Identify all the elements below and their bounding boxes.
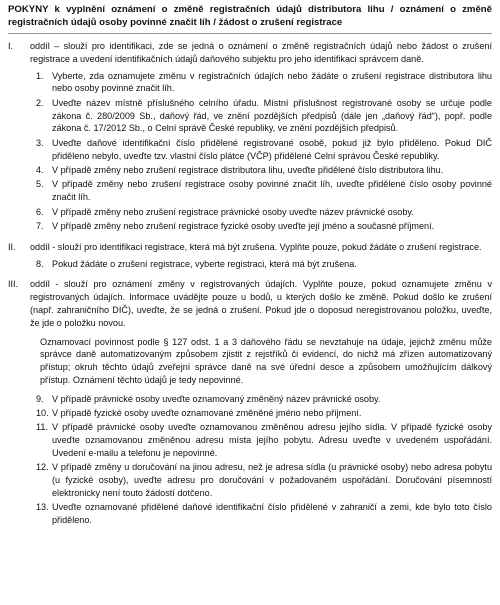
notification-duty-paragraph: Oznamovací povinnost podle § 127 odst. 1 a 3 daňového řádu se nevztahuje na údaje, jejichž změnu může správce daně automatizovaným způsobem zjistit z rejstříků či evidencí, do nichž má zřízen automatizovaný přístup; okruh těchto údajů zveřejní správce daně na své úřední desce a způsobem umožňujícím dálkový přístup. Oznámení těchto údajů je tedy nepovinné. (40, 336, 492, 385)
item-text: V případě právnické osoby uveďte oznamovaný změněný název právnické osoby. (52, 393, 381, 404)
section-roman-numeral: III. (8, 279, 19, 290)
section-intro: oddíl – slouží pro identifikaci, zde se jedná o oznámení o změně registračních údajů nebo žádost o zrušení registrace a uvedení identifikačních údajů daňového subjektu pro jeho identifikaci správcem daně. (30, 41, 492, 64)
item-number: 2. (36, 97, 44, 108)
item-text: Uveďte daňové identifikační číslo přidělené registrované osobě, pokud již bylo přiděleno. Pokud DIČ přiděleno nebylo, uveďte tzv. vlastní číslo plátce (VČP) přidělené Celní správou České republiky. (52, 137, 492, 161)
item-number: 8. (36, 258, 44, 269)
item-text: V případě změny nebo zrušení registrace právnické osoby uveďte název právnické osoby. (52, 206, 414, 217)
title-divider (8, 33, 492, 34)
item-number: 4. (36, 164, 44, 175)
document-title: POKYNY k vyplnění oznámení o změně registračních údajů distributora lihu / oznámení o změně registračních údajů osoby povinné značit líh / žádost o zrušení registrace (8, 4, 492, 28)
list-item (30, 164, 492, 177)
section-3 (8, 278, 492, 527)
section-intro: oddíl - slouží pro oznámení změny v registrovaných údajích. Vyplňte pouze, pokud oznamujete změnu v registrovaných údajích. Informace uvádějte pouze u bodů, u kterých došlo ke změně. Pokud došlo ke zrušení (např. zahraničního DIČ), uveďte, že se jedná o zrušení. Pokud jde o doposud neregistrovanou položku, uveďte, že jde o položku novou. (30, 279, 492, 328)
item-number: 5. (36, 179, 44, 190)
item-text: V případě změny nebo zrušení registrace osoby povinné značit líh, uveďte přidělené číslo osoby povinné značit líh. (52, 179, 492, 203)
item-text: V případě změny u doručování na jinou adresu, než je adresa sídla (u právnické osoby) nebo adresa pobytu (u fyzické osoby), uveďte adresu pro doručování v požadovaném uspořádání. Doručování písemností elektronicky není touto žádostí dotčeno. (52, 462, 492, 499)
item-number: 13. (36, 502, 49, 513)
item-text: Pokud žádáte o zrušení registrace, vyberte registraci, která má být zrušena. (52, 258, 357, 269)
list-item (30, 407, 492, 420)
list-item (30, 501, 492, 527)
section-intro: oddíl - slouží pro identifikaci registrace, která má být zrušena. Vyplňte pouze, pokud žádáte o zrušení registrace. (30, 241, 482, 252)
section-2 (8, 241, 492, 271)
item-number: 12. (36, 462, 49, 473)
item-number: 9. (36, 393, 44, 404)
list-item (30, 461, 492, 499)
item-number: 11. (36, 422, 48, 433)
list-item (30, 393, 492, 406)
list-item (30, 137, 492, 163)
item-text: V případě změny nebo zrušení registrace fyzické osoby uveďte její jméno a současné příjmení. (52, 220, 435, 231)
item-text: Uveďte oznamované přidělené daňové identifikační číslo přidělené v zahraničí a zemi, kde bylo toto číslo přiděleno. (52, 502, 492, 526)
item-text: V případě změny nebo zrušení registrace distributora lihu, uveďte přidělené číslo distributora lihu. (52, 164, 444, 175)
item-text: V případě fyzické osoby uveďte oznamované změněné jméno nebo příjmení. (52, 408, 362, 419)
item-text: Uveďte název místně příslušného celního úřadu. Místní příslušnost registrované osoby se určuje podle zákona č. 280/2009 Sb., daňový řád, ve znění pozdějších předpisů (dále jen „daňový řád“), popř. podle zákona č. 17/2012 Sb., o Celní správě České republiky, ve znění pozdějších předpisů. (52, 97, 492, 134)
instruction-list (30, 70, 492, 233)
item-number: 3. (36, 137, 44, 148)
list-item (30, 258, 492, 271)
section-roman-numeral: I. (8, 41, 14, 51)
list-item (30, 206, 492, 219)
item-number: 10. (36, 408, 49, 419)
section-roman-numeral: II. (8, 241, 16, 252)
item-text: Vyberte, zda oznamujete změnu v registračních údajích nebo žádáte o zrušení registrace distributora lihu nebo osoby povinné značit líh. (52, 70, 492, 94)
item-text: V případě právnické osoby uveďte oznamovanou změněnou adresu jejího sídla. V případě fyzické osoby uveďte oznamovanou změněnou adresu místa jejího pobytu. Adresu uveďte v uvedeném uspořádání. Uvedení e-mailu a telefonu je nepovinné. (52, 422, 492, 459)
section-1 (8, 40, 492, 233)
list-item (30, 220, 492, 233)
instruction-list (30, 393, 492, 527)
list-item (30, 421, 492, 459)
list-item (30, 97, 492, 135)
item-number: 7. (36, 220, 44, 231)
item-number: 1. (36, 70, 44, 81)
instruction-list (30, 258, 492, 271)
list-item (30, 70, 492, 96)
item-number: 6. (36, 206, 44, 217)
list-item (30, 178, 492, 204)
